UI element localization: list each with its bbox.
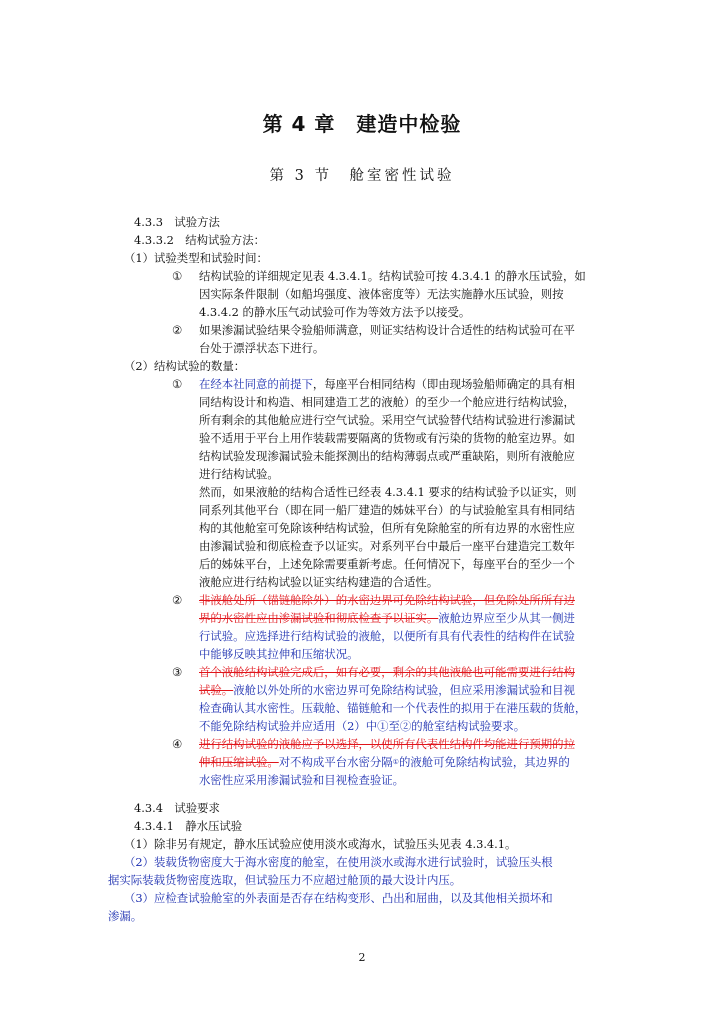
inserted-text: 液舱边界应至少从其一侧进 xyxy=(438,611,575,625)
item-1-2-number: ② xyxy=(172,323,183,337)
deleted-text: 伸和压缩试验。 xyxy=(199,755,279,769)
inserted-text: 检查确认其水密性。压载舱、锚链舱和一个代表性的拟用于在港压载的货舱， xyxy=(199,701,587,715)
item-2-1-para2-line: 液舱应进行结构试验以证实结构建造的合适性。 xyxy=(199,575,439,589)
item-2-3-line xyxy=(199,681,575,699)
inserted-text: 的液舱可免除结构试验，其边界的 xyxy=(398,755,570,769)
item-2-2-line xyxy=(199,609,575,627)
chapter-title: 第 4 章 建造中检验 xyxy=(262,112,462,136)
item-1-heading: （1）试验类型和试验时间： xyxy=(124,251,268,265)
item-2-2-number: ② xyxy=(172,593,183,607)
item-2-1-para2-line: 由渗漏试验和彻底检查予以证实。对系列平台中最后一座平台建造完工数年 xyxy=(199,539,575,553)
footnote-marker: ① xyxy=(392,758,399,766)
item-2-1-line: 进行结构试验。 xyxy=(199,467,279,481)
item-2-1-number: ① xyxy=(172,377,183,391)
paragraph-3-line: （3）应检查试验舱室的外表面是否存在结构变形、凸出和屈曲，以及其他相关损坏和 xyxy=(124,891,553,905)
inserted-text: 不能免除结构试验并应适用（2）中①至②的舱室结构试验要求。 xyxy=(199,719,526,733)
deleted-text: 非液舱处所（锚链舱除外）的水密边界可免除结构试验，但免除处所所有边 xyxy=(199,593,575,607)
item-1-1-number: ① xyxy=(172,269,183,283)
item-2-4-line xyxy=(199,753,570,771)
inserted-text: 液舱以外处所的水密边界可免除结构试验，但应采用渗漏试验和目视 xyxy=(233,683,575,697)
inserted-text: 中能够反映其拉伸和压缩状况。 xyxy=(199,647,359,661)
item-2-1-line xyxy=(199,375,575,393)
paragraph-2-line: 据实际装载货物密度选取，但试验压力不应超过舱顶的最大设计内压。 xyxy=(108,873,462,887)
deleted-text: 界的水密性应由渗漏试验和彻底检查予以证实。 xyxy=(199,611,439,625)
section-title: 第 3 节 舱室密性试验 xyxy=(269,168,455,184)
inserted-text: 对不构成平台水密分隔 xyxy=(278,755,393,769)
item-2-1-para2-line: 后的姊妹平台，上述免除需要重新考虑。任何情况下，每座平台的至少一个 xyxy=(199,557,575,571)
item-1-1-line: 因实际条件限制（如船坞强度、液体密度等）无法实施静水压试验，则按 xyxy=(199,287,564,301)
item-1-1-line: 结构试验的详细规定见表 4.3.4.1。结构试验可按 4.3.4.1 的静水压试验，如 xyxy=(199,269,586,283)
deleted-text: 试验。 xyxy=(199,683,234,697)
paragraph-1: （1）除非另有规定，静水压试验应使用淡水或海水，试验压头见表 4.3.4.1。 xyxy=(124,837,517,851)
paragraph-3-line: 渗漏。 xyxy=(108,909,143,923)
item-2-4-number: ④ xyxy=(172,737,183,751)
page-number: 2 xyxy=(358,951,366,964)
item-2-1-line: 所有剩余的其他舱应进行空气试验。采用空气试验替代结构试验进行渗漏试 xyxy=(199,413,575,427)
item-1-1-line: 4.3.4.2 的静水压气动试验可作为等效方法予以接受。 xyxy=(199,305,471,319)
item-2-3-number: ③ xyxy=(172,665,183,679)
deleted-text: 进行结构试验的液舱应予以选择，以使所有代表性结构件均能进行预期的拉 xyxy=(199,737,575,751)
heading-4-3-3-2: 4.3.3.2 结构试验方法： xyxy=(134,233,265,247)
item-1-2-line: 台处于漂浮状态下进行。 xyxy=(199,341,325,355)
heading-4-3-3: 4.3.3 试验方法 xyxy=(134,215,220,229)
body-text: ，每座平台相同结构（即由现场验船师确定的具有相 xyxy=(312,377,575,391)
item-2-1-line: 同结构设计和构造、相同建造工艺的液舱）的至少一个舱应进行结构试验， xyxy=(199,395,575,409)
item-1-2-line: 如果渗漏试验结果令验船师满意，则证实结构设计合适性的结构试验可在平 xyxy=(199,323,575,337)
inserted-text: 行试验。应选择进行结构试验的液舱，以便所有具有代表性的结构件在试验 xyxy=(199,629,575,643)
item-2-1-line: 结构试验发现渗漏试验未能探测出的结构薄弱点或严重缺陷，则所有液舱应 xyxy=(199,449,575,463)
inserted-text: 水密性应采用渗漏试验和目视检查验证。 xyxy=(199,773,405,787)
deleted-text: 首个液舱结构试验完成后，如有必要，剩余的其他液舱也可能需要进行结构 xyxy=(199,665,575,679)
paragraph-2-line: （2）装载货物密度大于海水密度的舱室，在使用淡水或海水进行试验时，试验压头根 xyxy=(124,855,553,869)
heading-4-3-4-1: 4.3.4.1 静水压试验 xyxy=(134,819,243,833)
item-2-1-line: 验不适用于平台上用作装载需要隔离的货物或有污染的货物的舱室边界。如 xyxy=(199,431,575,445)
inserted-text: 在经本社同意的前提下 xyxy=(199,377,313,391)
item-2-heading: （2）结构试验的数量： xyxy=(124,359,246,373)
item-2-1-para2-line: 构的其他舱室可免除该种结构试验，但所有免除舱室的所有边界的水密性应 xyxy=(199,521,575,535)
item-2-1-para2-line: 同系列其他平台（即在同一船厂建造的姊妹平台）的与试验舱室具有相同结 xyxy=(199,503,575,517)
heading-4-3-4: 4.3.4 试验要求 xyxy=(134,801,220,815)
item-2-1-para2-line: 然而，如果液舱的结构合适性已经表 4.3.4.1 要求的结构试验予以证实，则 xyxy=(199,485,577,499)
